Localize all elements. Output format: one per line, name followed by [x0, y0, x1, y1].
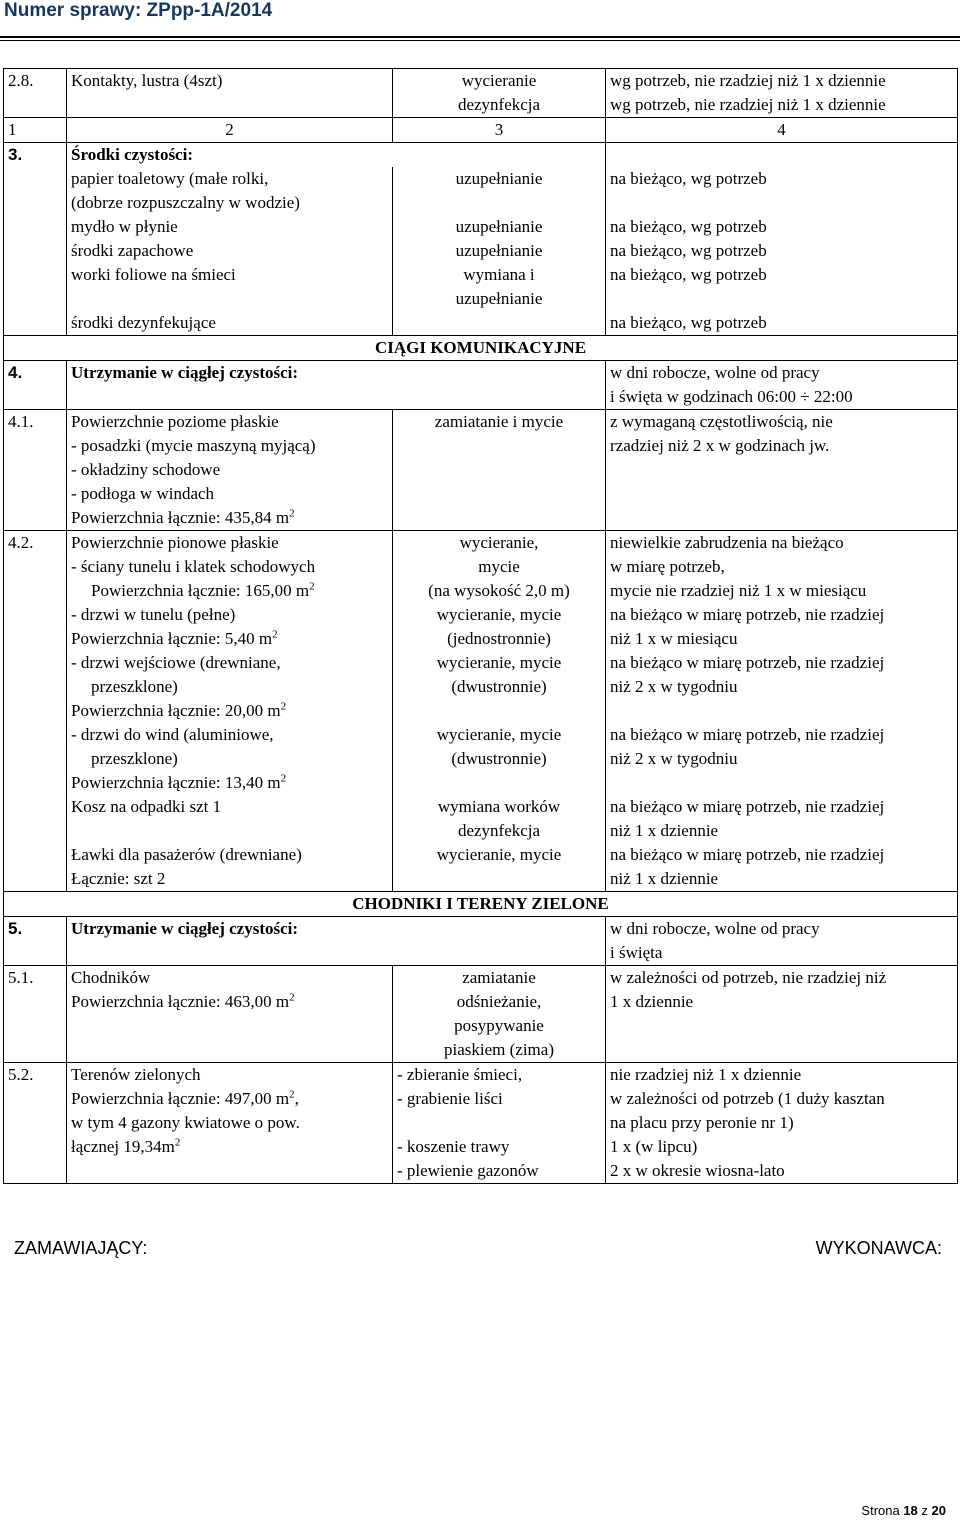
item-action: uzupełnianie — [393, 167, 606, 215]
row-name: - drzwi do wind (aluminiowe, przeszklone) Powierzchnia łącznie: 13,40 $m^2$ — [67, 723, 393, 795]
table-row — [4, 263, 958, 311]
specification-table — [3, 68, 958, 1184]
row-action: zamiatanie i mycie — [393, 410, 606, 531]
row-name: Kosz na odpadki szt 1 — [67, 795, 393, 843]
col-num-3: 3 — [393, 118, 606, 143]
table-row — [4, 239, 958, 263]
row-name: Chodników Powierzchnia łącznie: 463,00 $m^2$ — [67, 966, 393, 1063]
row-name: Kontakty, lustra (4szt) — [67, 69, 393, 118]
row-frequency: wg potrzeb, nie rzadziej niż 1 x dziennie wg potrzeb, nie rzadziej niż 1 x dziennie — [606, 69, 958, 118]
table-row — [4, 723, 958, 795]
row-name: - drzwi w tunelu (pełne) Powierzchnia łącznie: 5,40 $m^2$ — [67, 603, 393, 651]
row-action: - zbieranie śmieci, - grabienie liści - koszenie trawy - plewienie gazonów — [393, 1063, 606, 1184]
section-frequency: w dni robocze, wolne od pracy i święta — [606, 917, 958, 966]
item-action: uzupełnianie — [393, 215, 606, 239]
table-row — [4, 651, 958, 723]
table-row — [4, 1063, 958, 1184]
table-row — [4, 531, 958, 604]
section-number: 3. — [4, 143, 67, 168]
row-frequency: nie rzadziej niż 1 x dziennie w zależności od potrzeb (1 duży kasztan na placu przy peronie nr 1) 1 x (w lipcu) 2 x w okresie wiosna-lato — [606, 1063, 958, 1184]
row-frequency: na bieżąco w miarę potrzeb, nie rzadziej niż 1 x w miesiącu — [606, 603, 958, 651]
header-rule-thin — [0, 40, 960, 41]
row-frequency: w zależności od potrzeb, nie rzadziej niż 1 x dziennie — [606, 966, 958, 1063]
section-frequency: w dni robocze, wolne od pracy i święta w godzinach 06:00 ÷ 22:00 — [606, 361, 958, 410]
item-name: środki dezynfekujące — [67, 311, 393, 336]
row-frequency: niewielkie zabrudzenia na bieżąco w miarę potrzeb, mycie nie rzadziej niż 1 x w miesiącu — [606, 531, 958, 604]
section-heading: CIĄGI KOMUNIKACYJNE — [4, 336, 958, 361]
item-frequency: na bieżąco, wg potrzeb — [606, 167, 958, 215]
item-action: uzupełnianie — [393, 239, 606, 263]
row-name: Ławki dla pasażerów (drewniane) Łącznie: szt 2 — [67, 843, 393, 892]
row-action: wycieranie, mycie — [393, 843, 606, 892]
section-number: 5. — [4, 917, 67, 966]
row-action: wycieranie dezynfekcja — [393, 69, 606, 118]
section-row — [4, 917, 958, 966]
table-row — [4, 843, 958, 892]
section-row — [4, 361, 958, 410]
signature-contractor-label: WYKONAWCA: — [815, 1238, 942, 1258]
header-rule — [0, 36, 960, 38]
row-name: Powierzchnie poziome płaskie - posadzki (mycie maszyną myjącą) - okładziny schodowe - podłoga w windach Powierzchnia łącznie: 435,84 $m^2$ — [67, 410, 393, 531]
row-number: 2.8. — [4, 69, 67, 118]
item-action: wymiana i uzupełnianie — [393, 263, 606, 311]
table-row — [4, 311, 958, 336]
row-frequency: na bieżąco w miarę potrzeb, nie rzadziej niż 2 x w tygodniu — [606, 723, 958, 795]
item-name: papier toaletowy (małe rolki, (dobrze rozpuszczalny w wodzie) — [67, 167, 393, 215]
row-action: zamiatanie odśnieżanie, posypywanie piaskiem (zima) — [393, 966, 606, 1063]
section-heading-row — [4, 336, 958, 361]
col-num-4: 4 — [606, 118, 958, 143]
section-title: Środki czystości: — [67, 143, 393, 168]
section-number: 4. — [4, 361, 67, 410]
table-row — [4, 966, 958, 1063]
row-frequency: na bieżąco w miarę potrzeb, nie rzadziej niż 1 x dziennie — [606, 795, 958, 843]
item-frequency: na bieżąco, wg potrzeb — [606, 215, 958, 239]
row-number: 4.1. — [4, 410, 67, 531]
col-num-2: 2 — [67, 118, 393, 143]
item-name: środki zapachowe — [67, 239, 393, 263]
row-frequency: z wymaganą częstotliwością, nie rzadziej niż 2 x w godzinach jw. — [606, 410, 958, 531]
item-action — [393, 311, 606, 336]
section-title: Utrzymanie w ciągłej czystości: — [67, 917, 393, 966]
row-number: 4.2. — [4, 531, 67, 604]
table-row — [4, 215, 958, 239]
row-number: 5.1. — [4, 966, 67, 1063]
table-row — [4, 69, 958, 118]
row-name: - drzwi wejściowe (drewniane, przeszklone) Powierzchnia łącznie: 20,00 $m^2$ — [67, 651, 393, 723]
item-frequency: na bieżąco, wg potrzeb — [606, 263, 958, 311]
table-row — [4, 603, 958, 651]
row-action: wycieranie, mycie (dwustronnie) — [393, 651, 606, 723]
table-row — [4, 795, 958, 843]
row-frequency: na bieżąco w miarę potrzeb, nie rzadziej niż 1 x dziennie — [606, 843, 958, 892]
table-row — [4, 167, 958, 215]
section-title: Utrzymanie w ciągłej czystości: — [67, 361, 393, 410]
page-number: Strona 18 z 20 — [861, 1503, 946, 1518]
row-action: wycieranie, mycie (dwustronnie) — [393, 723, 606, 795]
row-action: wymiana worków dezynfekcja — [393, 795, 606, 843]
section-heading: CHODNIKI I TERENY ZIELONE — [4, 892, 958, 917]
item-name: mydło w płynie — [67, 215, 393, 239]
row-name: Terenów zielonych Powierzchnia łącznie: 497,00 $m^2$, w tym 4 gazony kwiatowe o pow. łącznej $19,34m^2$ — [67, 1063, 393, 1184]
row-name: Powierzchnie pionowe płaskie - ściany tunelu i klatek schodowych Powierzchnia łącznie: 165,00 $m^2$ — [67, 531, 393, 604]
section-row — [4, 143, 958, 168]
row-frequency: na bieżąco w miarę potrzeb, nie rzadziej niż 2 x w tygodniu — [606, 651, 958, 723]
item-name: worki foliowe na śmieci — [67, 263, 393, 311]
row-action: wycieranie, mycie (jednostronnie) — [393, 603, 606, 651]
section-heading-row — [4, 892, 958, 917]
case-number-header: Numer sprawy: ZPpp-1A/2014 — [4, 0, 273, 21]
row-action: wycieranie, mycie (na wysokość 2,0 m) — [393, 531, 606, 604]
row-number: 5.2. — [4, 1063, 67, 1184]
signature-client-label: ZAMAWIAJĄCY: — [14, 1238, 148, 1258]
table-row — [4, 410, 958, 531]
column-number-row — [4, 118, 958, 143]
item-frequency: na bieżąco, wg potrzeb — [606, 311, 958, 336]
col-num-1: 1 — [4, 118, 67, 143]
item-frequency: na bieżąco, wg potrzeb — [606, 239, 958, 263]
